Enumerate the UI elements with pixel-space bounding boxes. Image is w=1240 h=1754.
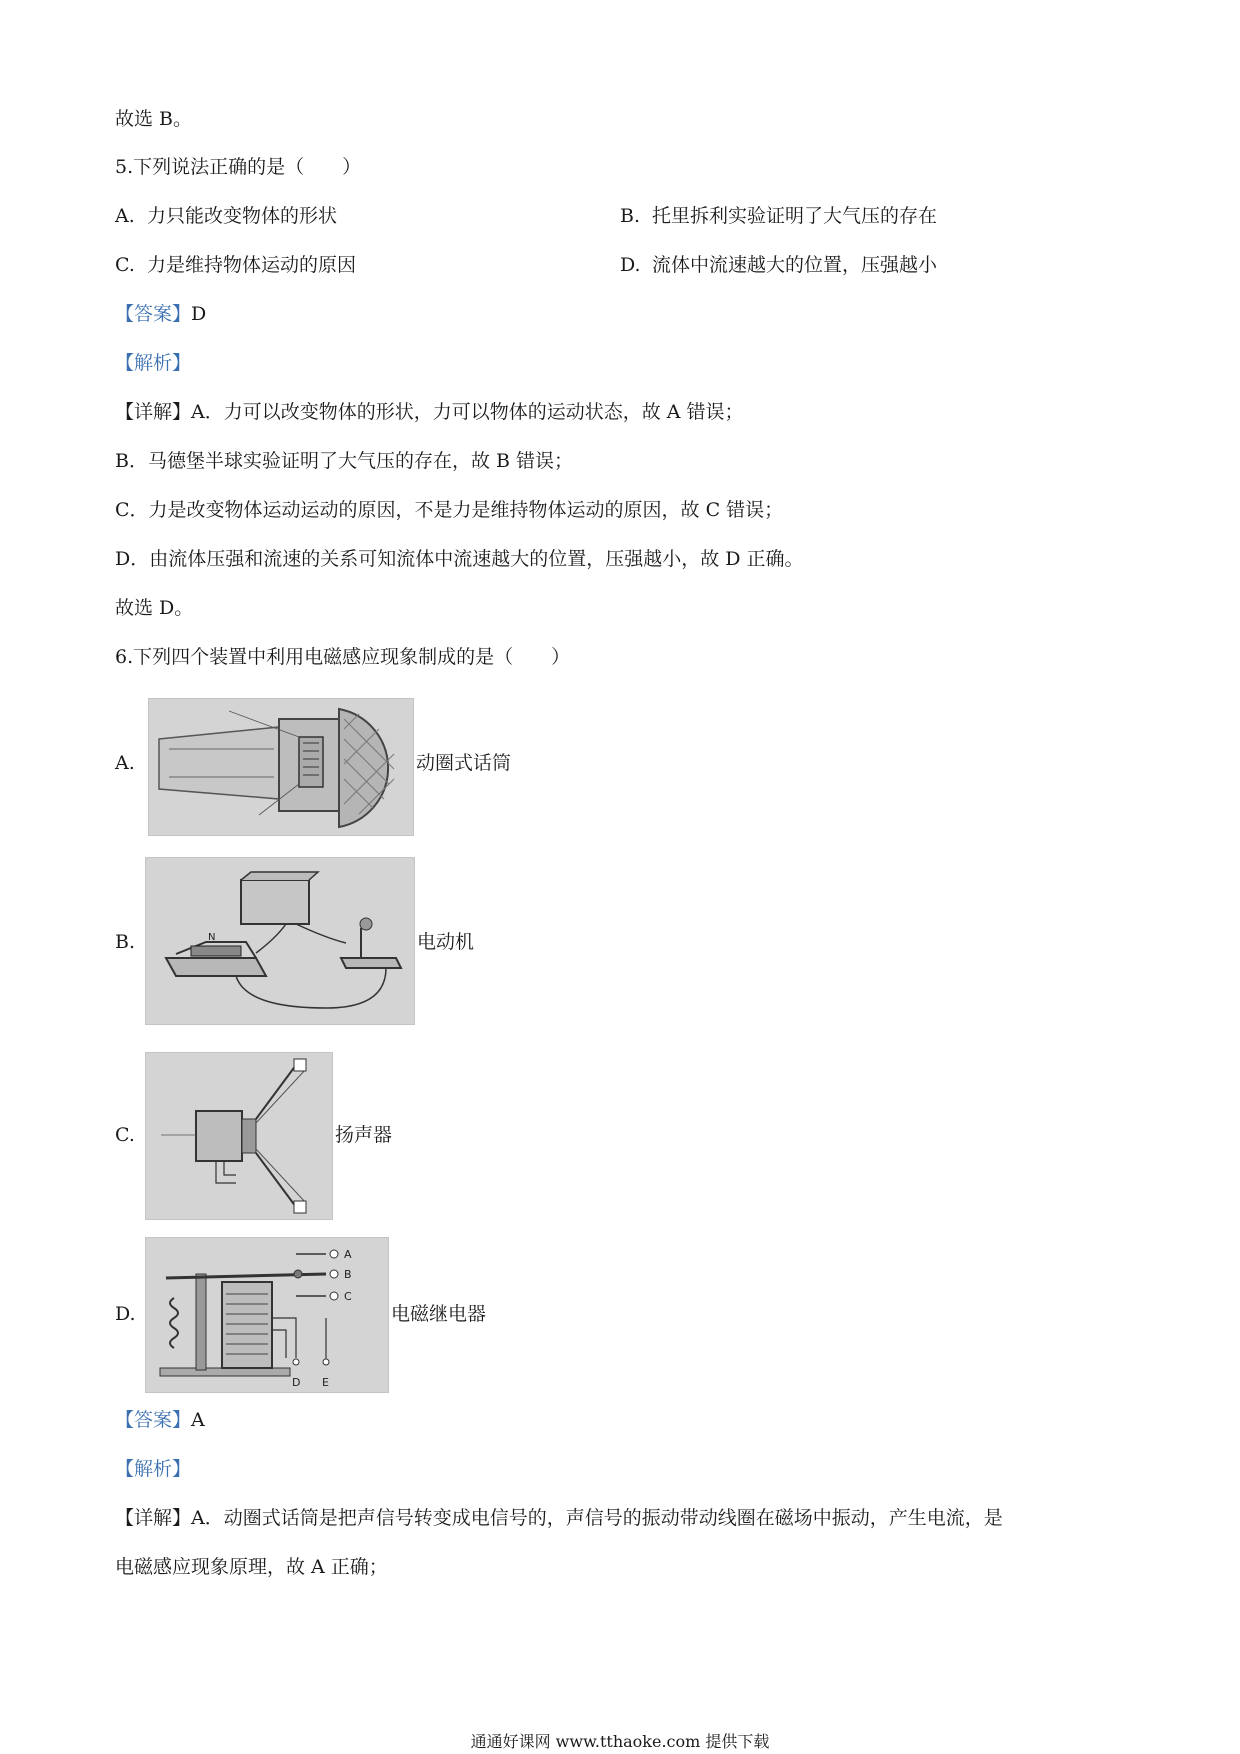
microphone-diagram (148, 698, 414, 836)
q5-detail-b: B．马德堡半球实验证明了大气压的存在，故 B 错误； (115, 450, 574, 472)
q6-answer (115, 1407, 205, 1433)
prev-choice: 故选 B。 (115, 108, 193, 130)
q5-analysis-tag: 【解析】 (115, 352, 192, 374)
q5-answer (115, 301, 206, 327)
terminal-a-label: A (344, 1248, 352, 1261)
option-text: 力是维持物体运动的原因 (147, 254, 357, 276)
figure-caption: 动圈式话筒 (416, 752, 512, 774)
option-text: 流体中流速越大的位置，压强越小 (652, 254, 938, 276)
option-letter: C. (115, 1124, 135, 1146)
option-letter: D. (115, 1303, 136, 1325)
detail-text: A．动圈式话筒是把声信号转变成电信号的，声信号的振动带动线圈在磁场中振动，产生电流，是 (191, 1507, 1003, 1529)
figure-caption: 扬声器 (335, 1124, 393, 1146)
q6-detail-a-line1 (115, 1505, 1003, 1531)
q6-analysis-tag: 【解析】 (115, 1458, 192, 1480)
label-n: N (208, 932, 216, 943)
answer-tag: 【答案】 (115, 1409, 192, 1431)
answer-value: A (191, 1409, 205, 1431)
detail-tag: 【详解】 (115, 401, 192, 423)
motor-diagram (145, 857, 415, 1025)
terminal-c-label: C (344, 1290, 352, 1303)
answer-tag: 【答案】 (115, 303, 192, 325)
q5-detail-c: C．力是改变物体运动运动的原因，不是力是维持物体运动的原因，故 C 错误； (115, 499, 784, 521)
q6-detail-a-line2: 电磁感应现象原理，故 A 正确； (115, 1556, 388, 1578)
option-letter: A. (115, 752, 135, 774)
answer-value: D (191, 303, 207, 325)
option-letter: D. (620, 254, 641, 276)
speaker-diagram (145, 1052, 333, 1220)
q5-choice: 故选 D。 (115, 597, 194, 619)
terminal-d-label: D (292, 1376, 301, 1389)
option-letter: B. (620, 205, 641, 227)
detail-text: A．力可以改变物体的形状，力可以物体的运动状态，故 A 错误； (191, 401, 744, 423)
q5-stem: 5.下列说法正确的是（ ） (115, 156, 362, 178)
q5-detail-a (115, 399, 744, 425)
option-letter: C. (115, 254, 135, 276)
option-text: 力只能改变物体的形状 (147, 205, 338, 227)
option-letter: A. (115, 205, 135, 227)
terminal-b-label: B (344, 1268, 352, 1281)
figure-caption: 电磁继电器 (391, 1303, 487, 1325)
q5-detail-d: D．由流体压强和流速的关系可知流体中流速越大的位置，压强越小，故 D 正确。 (115, 548, 804, 570)
option-text: 托里拆利实验证明了大气压的存在 (652, 205, 938, 227)
figure-caption: 电动机 (417, 931, 475, 953)
q5-option-d (620, 252, 937, 278)
q6-stem: 6.下列四个装置中利用电磁感应现象制成的是（ ） (115, 646, 571, 668)
page-footer: 通通好课网 www.tthaoke.com 提供下载 (470, 1732, 770, 1751)
detail-tag: 【详解】 (115, 1507, 192, 1529)
relay-diagram (145, 1237, 389, 1393)
q5-option-a (115, 203, 337, 229)
q5-option-b (620, 203, 937, 229)
terminal-e-label: E (322, 1376, 329, 1389)
option-letter: B. (115, 931, 136, 953)
q5-option-c (115, 252, 356, 278)
